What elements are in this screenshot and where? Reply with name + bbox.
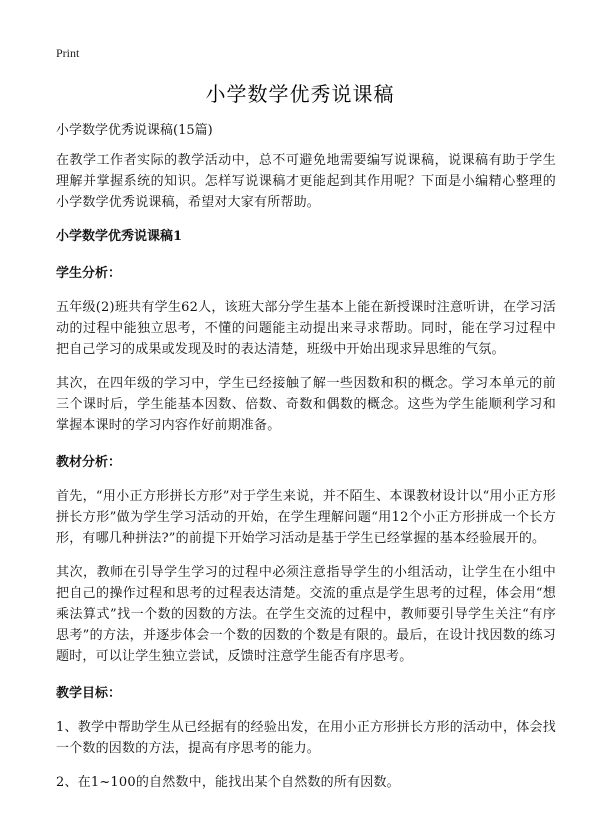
teaching-goals-heading: 教学目标： <box>56 686 122 701</box>
student-analysis-heading: 学生分析： <box>56 266 122 281</box>
student-analysis-paragraph-2: 其次，在四年级的学习中，学生已经接触了解一些因数和积的概念。学习本单元的前三个课时后，学生能基本因数、倍数、奇数和偶数的概念。这些为学生能顺利学习和掌握本课时的学习内容作好前期准备。 <box>56 376 556 433</box>
teaching-goal-2: 2、在1~100的自然数中，能找出某个自然数的所有因数。 <box>56 775 400 790</box>
document-body <box>56 122 556 806</box>
teaching-goal-1: 1、教学中帮助学生从已经据有的经验出发，在用小正方形拼长方形的活动中，体会找一个数的因数的方法，提高有序思考的能力。 <box>56 720 556 756</box>
material-analysis-paragraph-2: 其次，教师在引导学生学习的过程中必须注意指导学生的小组活动，让学生在小组中把自己的操作过程和思考的过程表达清楚。交流的重点是学生思考的过程，体会用“想乘法算式”找一个数的因数的方法。在学生交流的过程中，教师要引导学生关注“有序思考”的方法，并逐步体会一个数的因数的个数是有限的。最后，在设计找因数的练习题时，可以让学生独立尝试，反馈时注意学生能否有序思考。 <box>56 565 556 664</box>
intro-paragraph: 在教学工作者实际的教学活动中，总不可避免地需要编写说课稿，说课稿有助于学生理解并掌握系统的知识。怎样写说课稿才更能起到其作用呢？下面是小编精心整理的小学数学优秀说课稿，希望对大家有所帮助。 <box>56 153 556 210</box>
student-analysis-paragraph-1: 五年级(2)班共有学生62人，该班大部分学生基本上能在新授课时注意听讲，在学习活动的过程中能独立思考，不懂的问题能主动提出来寻求帮助。同时，能在学习过程中把自己学习的成果或发现及时的表达清楚，班级中开始出现求异思维的气氛。 <box>56 300 556 357</box>
material-analysis-paragraph-1: 首先，“用小正方形拼长方形”对于学生来说，并不陌生、本课教材设计以“用小正方形拼长方形”做为学生学习活动的开始，在学生理解问题“用12个小正方形拼成一个长方形，有哪几种拼法?”的前提下开始学习活动是基于学生已经掌握的基本经验展开的。 <box>56 489 556 546</box>
section-title: 小学数学优秀说课稿1 <box>56 229 183 244</box>
print-link[interactable]: Print <box>56 46 80 60</box>
material-analysis-heading: 教材分析： <box>56 455 122 470</box>
page-title: 小学数学优秀说课稿 <box>205 82 395 106</box>
document-subtitle: 小学数学优秀说课稿(15篇) <box>56 123 213 138</box>
